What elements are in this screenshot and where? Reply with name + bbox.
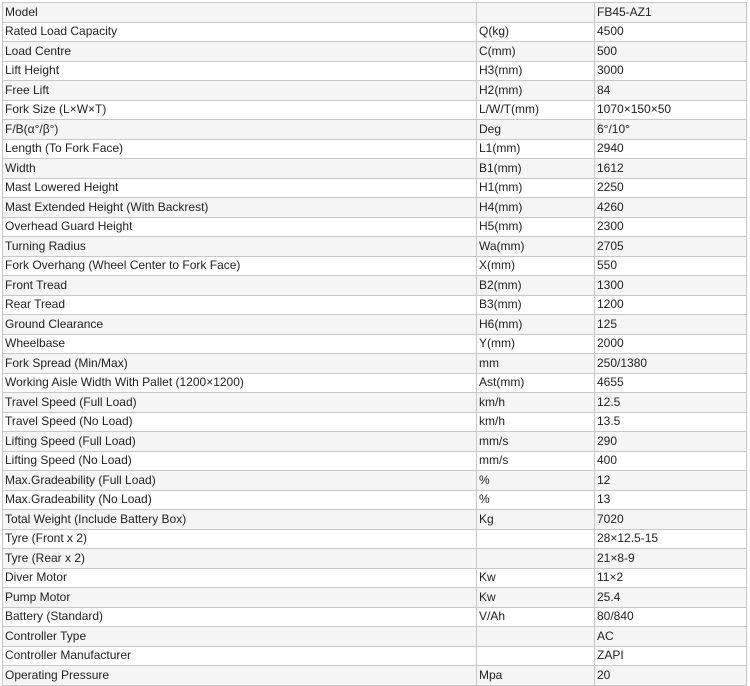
unit-cell	[477, 3, 595, 23]
parameter-cell: Rated Load Capacity	[3, 22, 477, 42]
table-row	[3, 315, 747, 335]
parameter-cell: Wheelbase	[3, 334, 477, 354]
unit-cell: %	[477, 490, 595, 510]
table-row	[3, 334, 747, 354]
value-cell: 1070×150×50	[595, 100, 747, 120]
parameter-cell: Travel Speed (Full Load)	[3, 393, 477, 413]
table-row	[3, 178, 747, 198]
unit-cell	[477, 549, 595, 569]
table-row	[3, 666, 747, 686]
parameter-cell: Fork Overhang (Wheel Center to Fork Face)	[3, 256, 477, 276]
unit-cell: H2(mm)	[477, 81, 595, 101]
parameter-cell: Overhead Guard Height	[3, 217, 477, 237]
table-row	[3, 198, 747, 218]
table-row	[3, 159, 747, 179]
unit-cell: B1(mm)	[477, 159, 595, 179]
parameter-cell: Width	[3, 159, 477, 179]
parameter-cell: Lifting Speed (Full Load)	[3, 432, 477, 452]
table-row	[3, 61, 747, 81]
value-cell: 1300	[595, 276, 747, 296]
unit-cell: V/Ah	[477, 607, 595, 627]
value-cell: 400	[595, 451, 747, 471]
unit-cell: B2(mm)	[477, 276, 595, 296]
unit-cell: km/h	[477, 393, 595, 413]
table-row	[3, 471, 747, 491]
table-row	[3, 81, 747, 101]
value-cell: 250/1380	[595, 354, 747, 374]
table-row	[3, 490, 747, 510]
unit-cell: C(mm)	[477, 42, 595, 62]
table-row	[3, 588, 747, 608]
unit-cell: %	[477, 471, 595, 491]
unit-cell: H4(mm)	[477, 198, 595, 218]
table-row	[3, 510, 747, 530]
table-row	[3, 237, 747, 257]
unit-cell: H5(mm)	[477, 217, 595, 237]
parameter-cell: Fork Spread (Min/Max)	[3, 354, 477, 374]
value-cell: 1612	[595, 159, 747, 179]
value-cell: 13	[595, 490, 747, 510]
parameter-cell: Turning Radius	[3, 237, 477, 257]
parameter-cell: Free Lift	[3, 81, 477, 101]
parameter-cell: Controller Manufacturer	[3, 646, 477, 666]
unit-cell: Mpa	[477, 666, 595, 686]
table-row	[3, 549, 747, 569]
parameter-cell: Lift Height	[3, 61, 477, 81]
table-row	[3, 451, 747, 471]
value-cell: 1200	[595, 295, 747, 315]
parameter-cell: Rear Tread	[3, 295, 477, 315]
value-cell: 500	[595, 42, 747, 62]
value-cell: 550	[595, 256, 747, 276]
unit-cell: Y(mm)	[477, 334, 595, 354]
parameter-cell: Battery (Standard)	[3, 607, 477, 627]
parameter-cell: Front Tread	[3, 276, 477, 296]
value-cell: 21×8-9	[595, 549, 747, 569]
value-cell: AC	[595, 627, 747, 647]
parameter-cell: Length (To Fork Face)	[3, 139, 477, 159]
unit-cell: X(mm)	[477, 256, 595, 276]
value-cell: 4655	[595, 373, 747, 393]
value-cell: 25.4	[595, 588, 747, 608]
unit-cell: H6(mm)	[477, 315, 595, 335]
parameter-cell: Working Aisle Width With Pallet (1200×1200)	[3, 373, 477, 393]
value-cell: 6°/10°	[595, 120, 747, 140]
value-cell: 28×12.5-15	[595, 529, 747, 549]
table-row	[3, 3, 747, 23]
value-cell: 290	[595, 432, 747, 452]
value-cell: 11×2	[595, 568, 747, 588]
value-cell: 2940	[595, 139, 747, 159]
unit-cell: Kw	[477, 568, 595, 588]
table-row	[3, 120, 747, 140]
unit-cell: Deg	[477, 120, 595, 140]
table-row	[3, 22, 747, 42]
parameter-cell: Diver Motor	[3, 568, 477, 588]
value-cell: FB45-AZ1	[595, 3, 747, 23]
unit-cell: mm/s	[477, 451, 595, 471]
unit-cell: Ast(mm)	[477, 373, 595, 393]
parameter-cell: Mast Extended Height (With Backrest)	[3, 198, 477, 218]
unit-cell: Kw	[477, 588, 595, 608]
unit-cell	[477, 646, 595, 666]
unit-cell: L1(mm)	[477, 139, 595, 159]
spec-table-body	[3, 3, 747, 686]
parameter-cell: Operating Pressure	[3, 666, 477, 686]
unit-cell: B3(mm)	[477, 295, 595, 315]
parameter-cell: Model	[3, 3, 477, 23]
value-cell: 4260	[595, 198, 747, 218]
value-cell: 20	[595, 666, 747, 686]
unit-cell: L/W/T(mm)	[477, 100, 595, 120]
parameter-cell: Max.Gradeability (No Load)	[3, 490, 477, 510]
table-row	[3, 393, 747, 413]
value-cell: 2000	[595, 334, 747, 354]
unit-cell	[477, 627, 595, 647]
unit-cell: Q(kg)	[477, 22, 595, 42]
parameter-cell: Tyre (Rear x 2)	[3, 549, 477, 569]
value-cell: 125	[595, 315, 747, 335]
table-row	[3, 295, 747, 315]
table-row	[3, 276, 747, 296]
value-cell: 2705	[595, 237, 747, 257]
value-cell: 80/840	[595, 607, 747, 627]
value-cell: 13.5	[595, 412, 747, 432]
parameter-cell: Lifting Speed (No Load)	[3, 451, 477, 471]
parameter-cell: Controller Type	[3, 627, 477, 647]
unit-cell: km/h	[477, 412, 595, 432]
table-row	[3, 373, 747, 393]
parameter-cell: Pump Motor	[3, 588, 477, 608]
value-cell: 3000	[595, 61, 747, 81]
table-row	[3, 412, 747, 432]
value-cell: 4500	[595, 22, 747, 42]
table-row	[3, 607, 747, 627]
unit-cell: Wa(mm)	[477, 237, 595, 257]
unit-cell: mm/s	[477, 432, 595, 452]
table-row	[3, 217, 747, 237]
parameter-cell: Load Centre	[3, 42, 477, 62]
value-cell: 2300	[595, 217, 747, 237]
parameter-cell: Total Weight (Include Battery Box)	[3, 510, 477, 530]
table-row	[3, 42, 747, 62]
table-row	[3, 529, 747, 549]
parameter-cell: Max.Gradeability (Full Load)	[3, 471, 477, 491]
value-cell: 2250	[595, 178, 747, 198]
value-cell: 12	[595, 471, 747, 491]
table-row	[3, 646, 747, 666]
unit-cell: H1(mm)	[477, 178, 595, 198]
table-row	[3, 354, 747, 374]
spec-table	[2, 2, 747, 686]
table-row	[3, 432, 747, 452]
value-cell: 7020	[595, 510, 747, 530]
table-row	[3, 627, 747, 647]
unit-cell: Kg	[477, 510, 595, 530]
parameter-cell: Travel Speed (No Load)	[3, 412, 477, 432]
table-row	[3, 139, 747, 159]
unit-cell	[477, 529, 595, 549]
table-row	[3, 568, 747, 588]
parameter-cell: Ground Clearance	[3, 315, 477, 335]
parameter-cell: Mast Lowered Height	[3, 178, 477, 198]
parameter-cell: Fork Size (L×W×T)	[3, 100, 477, 120]
table-row	[3, 256, 747, 276]
table-row	[3, 100, 747, 120]
value-cell: 84	[595, 81, 747, 101]
parameter-cell: Tyre (Front x 2)	[3, 529, 477, 549]
unit-cell: H3(mm)	[477, 61, 595, 81]
parameter-cell: F/B(α°/β°)	[3, 120, 477, 140]
unit-cell: mm	[477, 354, 595, 374]
value-cell: 12.5	[595, 393, 747, 413]
value-cell: ZAPI	[595, 646, 747, 666]
